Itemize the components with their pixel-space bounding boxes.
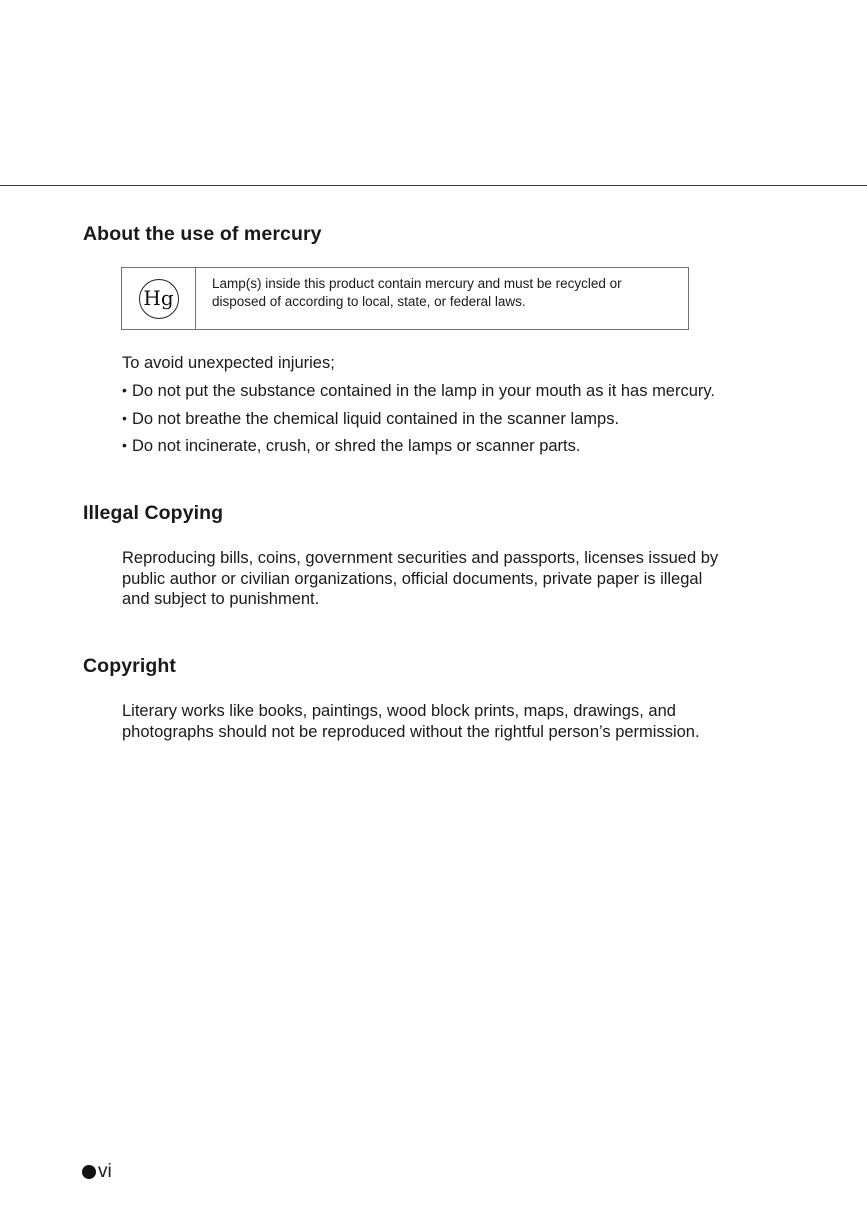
paragraph-line: photographs should not be reproduced without the rightful person’s permission.: [122, 722, 700, 741]
list-item: [122, 408, 715, 436]
paragraph-line: public author or civilian organizations, official documents, private paper is illegal: [122, 569, 703, 588]
top-divider: [0, 185, 867, 186]
paragraph-line: Reproducing bills, coins, government securities and passports, licenses issued by: [122, 549, 719, 567]
list-item: [122, 380, 715, 408]
mercury-heading: About the use of mercury: [83, 223, 322, 245]
paragraph-line: and subject to punishment.: [122, 590, 320, 608]
copyright-paragraph: [122, 701, 700, 742]
illegal-copying-heading: Illegal Copying: [83, 502, 224, 524]
mercury-bullet-list: [122, 380, 715, 463]
mercury-intro: To avoid unexpected injuries;: [122, 354, 335, 372]
bullet-text: Do not incinerate, crush, or shred the lamps or scanner parts.: [132, 437, 581, 455]
notice-icon-cell: [122, 268, 196, 329]
bullet-text: Do not put the substance contained in the lamp in your mouth as it has mercury.: [132, 382, 716, 400]
bullet-icon: •: [122, 409, 127, 426]
notice-text: [196, 268, 638, 329]
mercury-notice-box: [121, 267, 689, 330]
page-number: [82, 1161, 112, 1183]
bullet-icon: •: [122, 382, 127, 398]
illegal-copying-paragraph: [122, 548, 718, 610]
bullet-icon: •: [122, 437, 127, 453]
hg-mercury-icon: Hg: [139, 279, 179, 319]
notice-line-2: disposed of according to local, state, or federal laws.: [212, 294, 526, 309]
paragraph-line: Literary works like books, paintings, wood block prints, maps, drawings, and: [122, 702, 676, 720]
page-bullet-icon: [82, 1165, 96, 1179]
bullet-text: Do not breathe the chemical liquid contained in the scanner lamps.: [132, 409, 620, 428]
page-number-text: vi: [98, 1161, 112, 1182]
copyright-heading: Copyright: [83, 655, 176, 677]
notice-line-1: Lamp(s) inside this product contain mercury and must be recycled or: [212, 276, 622, 291]
list-item: [122, 435, 715, 463]
